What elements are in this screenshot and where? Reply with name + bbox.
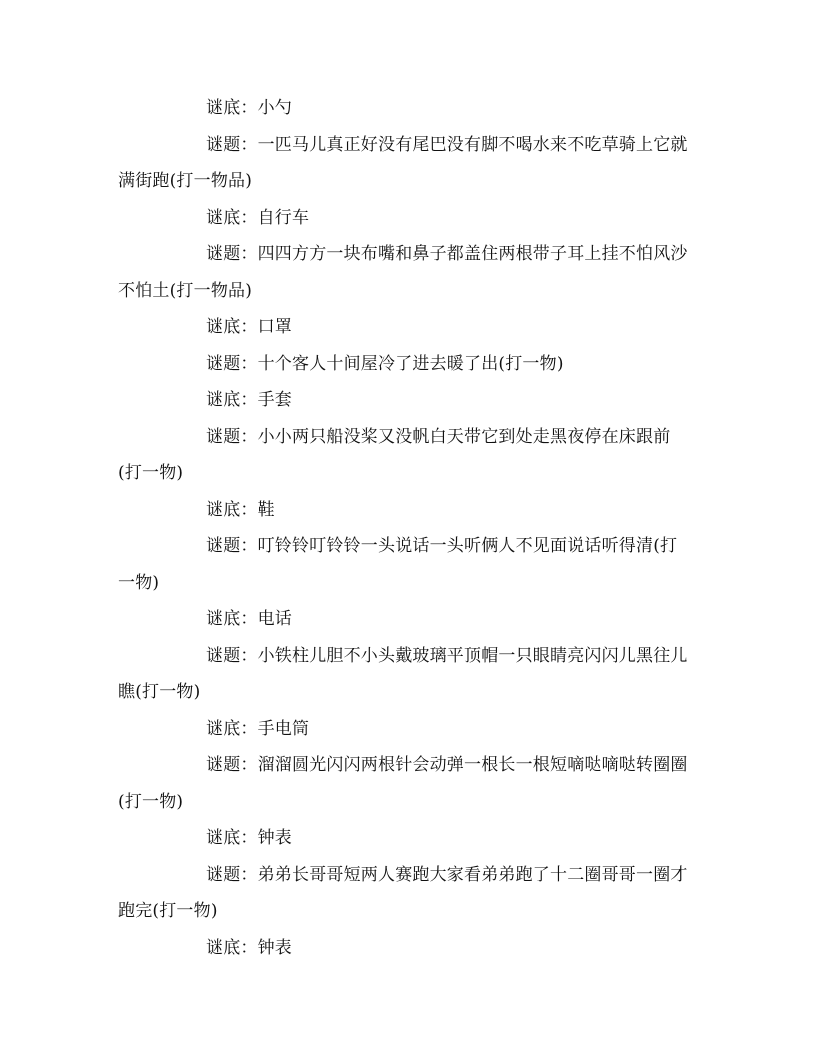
riddle-line: 谜题：小铁柱儿胆不小头戴玻璃平顶帽一只眼睛亮闪闪儿黑往儿瞧(打一物) <box>118 645 688 702</box>
answer-line: 谜底：电话 <box>206 609 292 629</box>
answer-line: 谜底：自行车 <box>206 207 310 228</box>
answer-line: 谜底：钟表 <box>206 937 292 958</box>
answer-line: 谜底：口罩 <box>206 317 292 337</box>
answer-line: 谜底：钟表 <box>206 828 292 848</box>
riddle-line: 谜题：一匹马儿真正好没有尾巴没有脚不喝水来不吃草骑上它就满街跑(打一物品) <box>118 134 688 191</box>
riddle-line: 谜题：叮铃铃叮铃铃一头说话一头听俩人不见面说话听得清(打一物) <box>118 536 678 593</box>
riddle-list <box>118 90 693 966</box>
answer-line: 谜底：鞋 <box>206 499 275 520</box>
riddle-line: 谜题：小小两只船没桨又没帆白天带它到处走黑夜停在床跟前(打一物) <box>118 426 671 483</box>
answer-line: 谜底：手电筒 <box>206 718 310 739</box>
riddle-line: 谜题：溜溜圆光闪闪两根针会动弹一根长一根短嘀哒嘀哒转圈圈(打一物) <box>118 755 688 812</box>
answer-line: 谜底：手套 <box>206 390 292 410</box>
riddle-line: 谜题：四四方方一块布嘴和鼻子都盖住两根带子耳上挂不怕风沙不怕土(打一物品) <box>118 244 688 301</box>
answer-line: 谜底：小勺 <box>206 98 292 118</box>
riddle-line: 谜题：弟弟长哥哥短两人赛跑大家看弟弟跑了十二圈哥哥一圈才跑完(打一物) <box>118 864 688 921</box>
riddle-line: 谜题：十个客人十间屋冷了进去暖了出(打一物) <box>206 353 564 374</box>
